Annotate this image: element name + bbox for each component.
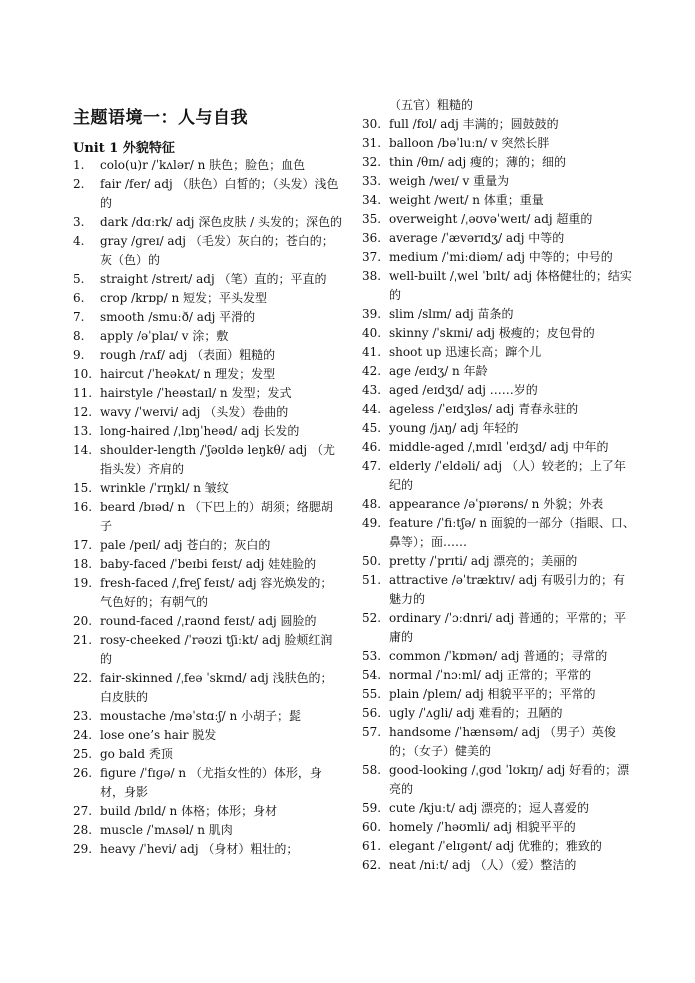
entry-number: 21. [73, 633, 93, 647]
continued-line: （五官）粗糙的 [389, 98, 474, 112]
vocab-entry [362, 115, 636, 134]
vocab-entry [362, 362, 636, 381]
entry-text: overweight /ˌəʊvəˈweɪt/ adj 超重的 [389, 212, 593, 226]
entry-number: 36. [362, 231, 382, 245]
vocab-entry [362, 438, 636, 457]
vocab-entry [362, 267, 636, 305]
vocab-entry [73, 631, 343, 669]
vocab-entry [362, 647, 636, 666]
entry-text: rosy-cheeked /ˈrəʊzi tʃiːkt/ adj 脸颊红润的 [100, 633, 333, 666]
entry-text: young /jʌŋ/ adj 年轻的 [389, 421, 519, 435]
entry-number: 39. [362, 307, 382, 321]
vocab-entry [73, 612, 343, 631]
entry-number: 15. [73, 481, 93, 495]
entry-number: 43. [362, 383, 382, 397]
entry-number: 48. [362, 497, 382, 511]
left-column [73, 156, 343, 859]
entry-number: 10. [73, 367, 93, 381]
entry-text: lose one’s hair 脱发 [100, 728, 217, 742]
entry-text: attractive /əˈtræktɪv/ adj 有吸引力的；有魅力的 [389, 573, 625, 606]
entry-number: 28. [73, 823, 93, 837]
vocab-entry [362, 799, 636, 818]
entry-text: homely /ˈhəʊmli/ adj 相貌平平的 [389, 820, 576, 834]
vocab-entry [73, 821, 343, 840]
entry-number: 20. [73, 614, 93, 628]
entry-text: long-haired /ˌlɒŋˈheəd/ adj 长发的 [100, 424, 300, 438]
vocab-entry [362, 419, 636, 438]
vocab-entry [362, 153, 636, 172]
vocab-entry [73, 403, 343, 422]
vocab-entry [73, 384, 343, 403]
entry-number: 16. [73, 500, 93, 514]
entry-text: age /eɪdʒ/ n 年龄 [389, 364, 488, 378]
vocab-entry [362, 571, 636, 609]
entry-text: average /ˈævərɪdʒ/ adj 中等的 [389, 231, 565, 245]
entry-number: 5. [73, 272, 85, 286]
entry-number: 35. [362, 212, 382, 226]
vocab-entry [362, 457, 636, 495]
vocab-entry [73, 555, 343, 574]
entry-text: fair-skinned /ˌfeə ˈskɪnd/ adj 浅肤色的；白皮肤的 [100, 671, 333, 704]
vocab-entry [73, 232, 343, 270]
entry-number: 44. [362, 402, 382, 416]
entry-number: 23. [73, 709, 93, 723]
vocab-entry [362, 514, 636, 552]
vocab-entry [362, 495, 636, 514]
entry-text: heavy /ˈhevi/ adj （身材）粗壮的； [100, 842, 299, 856]
vocab-entry [73, 327, 343, 346]
vocab-entry [73, 802, 343, 821]
vocab-entry [362, 305, 636, 324]
entry-text: pale /peɪl/ adj 苍白的；灰白的 [100, 538, 271, 552]
vocab-entry [362, 172, 636, 191]
entry-number: 22. [73, 671, 93, 685]
vocab-entry [73, 536, 343, 555]
entry-number: 47. [362, 459, 382, 473]
entry-text: smooth /smuːð/ adj 平滑的 [100, 310, 256, 324]
entry-text: haircut /ˈheəkʌt/ n 理发；发型 [100, 367, 276, 381]
vocab-entry [73, 479, 343, 498]
entry-text: ageless /ˈeɪdʒləs/ adj 青春永驻的 [389, 402, 579, 416]
entry-text: ordinary /ˈɔːdnri/ adj 普通的；平常的；平庸的 [389, 611, 627, 644]
entry-text: plain /pleɪn/ adj 相貌平平的；平常的 [389, 687, 596, 701]
vocab-entry [362, 856, 636, 875]
entry-text: medium /ˈmiːdiəm/ adj 中等的；中号的 [389, 250, 613, 264]
vocab-entry [73, 707, 343, 726]
entry-text: gray /ɡreɪ/ adj （毛发）灰白的；苍白的；灰（色）的 [100, 234, 334, 267]
entry-text: round-faced /ˌraʊnd feɪst/ adj 圆脸的 [100, 614, 317, 628]
entry-number: 61. [362, 839, 382, 853]
vocab-entry [73, 745, 343, 764]
entry-text: pretty /ˈprɪti/ adj 漂亮的；美丽的 [389, 554, 578, 568]
entry-number: 27. [73, 804, 93, 818]
vocab-entry [73, 213, 343, 232]
entry-number: 19. [73, 576, 93, 590]
entry-text: go bald 秃顶 [100, 747, 173, 761]
entry-number: 56. [362, 706, 382, 720]
vocab-entry [362, 229, 636, 248]
vocab-entry [73, 365, 343, 384]
page-title: 主题语境一：人与自我 [73, 108, 248, 128]
vocab-entry [73, 175, 343, 213]
vocab-entry [362, 343, 636, 362]
entry-text: good-looking /ˌɡʊd ˈlʊkɪŋ/ adj 好看的；漂亮的 [389, 763, 630, 796]
vocab-entry [362, 552, 636, 571]
entry-text: shoulder-length /ˈʃəʊldə leŋkθ/ adj （尤指头发）齐肩的 [100, 443, 335, 476]
unit-heading: Unit 1 外貌特征 [73, 141, 175, 156]
vocab-entry [362, 761, 636, 799]
vocab-entry [73, 422, 343, 441]
vocab-entry [73, 574, 343, 612]
vocab-entry [362, 685, 636, 704]
entry-number: 50. [362, 554, 382, 568]
entry-number: 49. [362, 516, 382, 530]
vocab-entry [73, 441, 343, 479]
vocab-entry [73, 726, 343, 745]
entry-number: 40. [362, 326, 382, 340]
entry-number: 12. [73, 405, 93, 419]
vocab-entry [73, 498, 343, 536]
entry-number: 51. [362, 573, 382, 587]
entry-text: apply /əˈplaɪ/ v 涂；敷 [100, 329, 229, 343]
entry-text: straight /streɪt/ adj （笔）直的；平直的 [100, 272, 327, 286]
entry-text: fair /fer/ adj （肤色）白皙的；（头发）浅色的 [100, 177, 339, 210]
vocab-entry [73, 346, 343, 365]
vocab-entry [362, 609, 636, 647]
entry-text: common /ˈkɒmən/ adj 普通的；寻常的 [389, 649, 608, 663]
entry-number: 30. [362, 117, 382, 131]
entry-text: well-built /ˌwel ˈbɪlt/ adj 体格健壮的；结实的 [389, 269, 632, 302]
entry-number: 53. [362, 649, 382, 663]
entry-text: dark /dɑːrk/ adj 深色皮肤 / 头发的；深色的 [100, 215, 343, 229]
entry-text: colo(u)r /ˈkʌlər/ n 肤色；脸色；血色 [100, 158, 306, 172]
entry-text: fresh-faced /ˌfreʃ feɪst/ adj 容光焕发的；气色好的；有朝气的 [100, 576, 333, 609]
entry-text: wrinkle /ˈrɪŋkl/ n 皱纹 [100, 481, 229, 495]
entry-number: 1. [73, 158, 85, 172]
entry-number: 60. [362, 820, 382, 834]
entry-text: baby-faced /ˈbeɪbi feɪst/ adj 娃娃脸的 [100, 557, 317, 571]
entry-text: wavy /ˈweɪvi/ adj （头发）卷曲的 [100, 405, 289, 419]
entry-number: 25. [73, 747, 93, 761]
entry-text: feature /ˈfiːtʃə/ n 面貌的一部分（指眼、口、鼻等）；面…… [389, 516, 635, 549]
entry-number: 34. [362, 193, 382, 207]
entry-number: 37. [362, 250, 382, 264]
entry-text: weight /weɪt/ n 体重；重量 [389, 193, 544, 207]
entry-number: 29. [73, 842, 93, 856]
entry-number: 3. [73, 215, 85, 229]
entry-text: middle-aged /ˌmɪdl ˈeɪdʒd/ adj 中年的 [389, 440, 609, 454]
entry-number: 45. [362, 421, 382, 435]
entry-text: skinny /ˈskɪni/ adj 极瘦的；皮包骨的 [389, 326, 595, 340]
vocab-entry [362, 723, 636, 761]
entry-text: handsome /ˈhænsəm/ adj （男子）英俊的；（女子）健美的 [389, 725, 616, 758]
vocab-entry [73, 308, 343, 327]
entry-text: thin /θɪn/ adj 瘦的；薄的；细的 [389, 155, 566, 169]
entry-number: 14. [73, 443, 93, 457]
entry-text: rough /rʌf/ adj （表面）粗糙的 [100, 348, 276, 362]
entry-number: 7. [73, 310, 85, 324]
entry-text: elegant /ˈelɪɡənt/ adj 优雅的；雅致的 [389, 839, 602, 853]
entry-text: elderly /ˈeldəli/ adj （人）较老的；上了年纪的 [389, 459, 626, 492]
entry-number: 38. [362, 269, 382, 283]
vocab-entry [73, 840, 343, 859]
entry-text: crop /krɒp/ n 短发；平头发型 [100, 291, 267, 305]
entry-number: 8. [73, 329, 85, 343]
entry-number: 59. [362, 801, 382, 815]
vocab-entry [362, 134, 636, 153]
entry-text: cute /kjuːt/ adj 漂亮的；逗人喜爱的 [389, 801, 590, 815]
entry-text: appearance /əˈpɪərəns/ n 外貌；外表 [389, 497, 604, 511]
entry-number: 6. [73, 291, 85, 305]
entry-number: 54. [362, 668, 382, 682]
vocab-entry [362, 666, 636, 685]
vocab-entry [362, 191, 636, 210]
vocab-entry [73, 270, 343, 289]
entry-text: weigh /weɪ/ v 重量为 [389, 174, 510, 188]
entry-number: 32. [362, 155, 382, 169]
vocab-entry [73, 764, 343, 802]
entry-number: 58. [362, 763, 382, 777]
entry-text: beard /bɪəd/ n （下巴上的）胡须；络腮胡子 [100, 500, 333, 533]
vocab-entry [73, 289, 343, 308]
entry-number: 2. [73, 177, 85, 191]
entry-number: 4. [73, 234, 85, 248]
entry-number: 17. [73, 538, 93, 552]
entry-text: muscle /ˈmʌsəl/ n 肌肉 [100, 823, 233, 837]
entry-number: 18. [73, 557, 93, 571]
vocab-entry [362, 818, 636, 837]
entry-text: aged /eɪdʒd/ adj ……岁的 [389, 383, 538, 397]
entry-number: 41. [362, 345, 382, 359]
entry-text: figure /ˈfɪɡə/ n （尤指女性的）体形，身材，身影 [100, 766, 322, 799]
vocab-entry [73, 669, 343, 707]
entry-text: build /bɪld/ n 体格；体形；身材 [100, 804, 278, 818]
entry-text: ugly /ˈʌɡli/ adj 难看的；丑陋的 [389, 706, 563, 720]
entry-number: 26. [73, 766, 93, 780]
entry-text: normal /ˈnɔːml/ adj 正常的；平常的 [389, 668, 592, 682]
vocab-entry [362, 400, 636, 419]
entry-text: slim /slɪm/ adj 苗条的 [389, 307, 514, 321]
entry-text: full /fʊl/ adj 丰满的；圆鼓鼓的 [389, 117, 559, 131]
right-column [362, 96, 636, 875]
entry-number: 13. [73, 424, 93, 438]
vocab-entry [362, 837, 636, 856]
entry-number: 9. [73, 348, 85, 362]
entry-number: 42. [362, 364, 382, 378]
entry-text: shoot up 迅速长高；蹿个儿 [389, 345, 542, 359]
entry-number: 55. [362, 687, 382, 701]
entry-number: 62. [362, 858, 382, 872]
vocab-entry [73, 156, 343, 175]
vocab-entry [362, 210, 636, 229]
entry-number: 46. [362, 440, 382, 454]
vocab-entry [362, 248, 636, 267]
entry-text: neat /niːt/ adj （人）（爱）整洁的 [389, 858, 577, 872]
vocab-entry [362, 381, 636, 400]
entry-number: 11. [73, 386, 93, 400]
entry-text: hairstyle /ˈheəstaɪl/ n 发型；发式 [100, 386, 292, 400]
entry-text: balloon /bəˈluːn/ v 突然长胖 [389, 136, 550, 150]
entry-number: 31. [362, 136, 382, 150]
entry-text: moustache /məˈstɑːʃ/ n 小胡子；髭 [100, 709, 302, 723]
entry-number: 33. [362, 174, 382, 188]
entry-number: 57. [362, 725, 382, 739]
vocab-entry [362, 704, 636, 723]
entry-number: 52. [362, 611, 382, 625]
vocab-entry [362, 324, 636, 343]
entry-number: 24. [73, 728, 93, 742]
